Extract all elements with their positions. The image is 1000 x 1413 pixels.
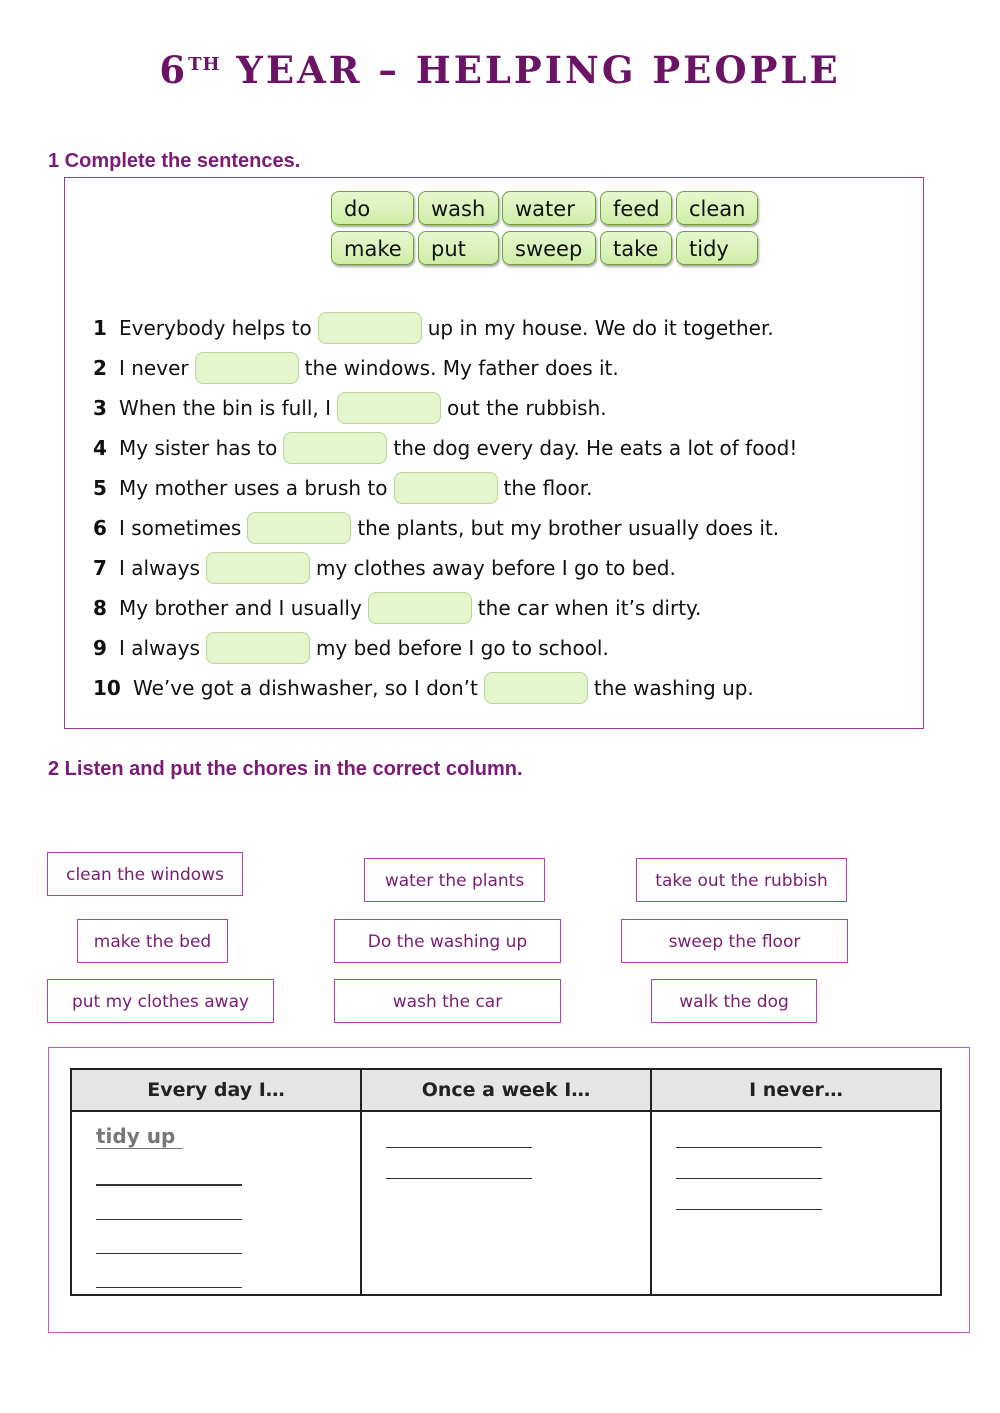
- exercise2-heading: 2 Listen and put the chores in the correct column.: [48, 758, 523, 780]
- chore-card[interactable]: wash the car: [334, 979, 561, 1023]
- column-header-never: I never…: [651, 1069, 941, 1111]
- sentence-number: 4: [93, 436, 107, 460]
- chore-card[interactable]: put my clothes away: [47, 979, 274, 1023]
- word-chip-clean[interactable]: clean: [676, 191, 758, 225]
- exercise1-heading: 1 Complete the sentences.: [48, 150, 301, 172]
- chore-card[interactable]: make the bed: [77, 919, 228, 963]
- answer-line[interactable]: [386, 1178, 532, 1179]
- sentence-before: My sister has to: [119, 436, 278, 460]
- sentence-row: [93, 351, 619, 385]
- page-title: [0, 48, 1000, 92]
- sentence-number: 6: [93, 516, 107, 540]
- sentence-after: the windows. My father does it.: [304, 356, 619, 380]
- word-chip-make[interactable]: make: [331, 231, 414, 265]
- title-text: YEAR – HELPING PEOPLE: [236, 48, 841, 92]
- answer-blank[interactable]: [283, 432, 387, 464]
- answer-blank[interactable]: [484, 672, 588, 704]
- sentence-number: 2: [93, 356, 107, 380]
- title-ordinal: 6: [159, 48, 189, 92]
- sentence-after: my bed before I go to school.: [315, 636, 609, 660]
- sentence-number: 1: [93, 316, 107, 340]
- word-chip-water[interactable]: water: [502, 191, 596, 225]
- answer-blank[interactable]: [394, 472, 498, 504]
- answer-line[interactable]: [96, 1253, 242, 1254]
- chores-table: [70, 1068, 942, 1296]
- example-answer: tidy up: [96, 1124, 183, 1149]
- sentence-before: Everybody helps to: [119, 316, 312, 340]
- sentence-row: [93, 471, 593, 505]
- answer-blank[interactable]: [206, 552, 310, 584]
- answer-line[interactable]: [676, 1147, 822, 1148]
- sentence-row: [93, 551, 676, 585]
- sentence-before: I always: [119, 556, 200, 580]
- word-chip-sweep[interactable]: sweep: [502, 231, 596, 265]
- sentence-before: I never: [119, 356, 189, 380]
- answer-blank[interactable]: [337, 392, 441, 424]
- sentence-before: My brother and I usually: [119, 596, 362, 620]
- word-chip-put[interactable]: put: [418, 231, 499, 265]
- sentence-after: the plants, but my brother usually does it.: [357, 516, 780, 540]
- sentence-row: [93, 671, 754, 705]
- sentence-before: I sometimes: [119, 516, 242, 540]
- answer-blank[interactable]: [247, 512, 351, 544]
- chore-card[interactable]: walk the dog: [651, 979, 817, 1023]
- title-suffix: TH: [188, 54, 221, 75]
- answer-line[interactable]: [676, 1178, 822, 1179]
- chore-card[interactable]: Do the washing up: [334, 919, 561, 963]
- sentence-row: [93, 431, 797, 465]
- word-chip-feed[interactable]: feed: [600, 191, 672, 225]
- answer-line[interactable]: [96, 1287, 242, 1288]
- sentence-before: We’ve got a dishwasher, so I don’t: [133, 676, 478, 700]
- answer-blank[interactable]: [368, 592, 472, 624]
- sentence-before: My mother uses a brush to: [119, 476, 388, 500]
- sentence-number: 3: [93, 396, 107, 420]
- sentence-after: my clothes away before I go to bed.: [315, 556, 676, 580]
- word-chip-take[interactable]: take: [600, 231, 672, 265]
- answer-blank[interactable]: [206, 632, 310, 664]
- word-chip-do[interactable]: do: [331, 191, 414, 225]
- answer-line[interactable]: [96, 1184, 242, 1186]
- chore-card[interactable]: clean the windows: [47, 852, 243, 896]
- chore-card[interactable]: take out the rubbish: [636, 858, 847, 902]
- column-every-day[interactable]: [71, 1111, 361, 1295]
- sentence-number: 9: [93, 636, 107, 660]
- chore-card[interactable]: sweep the floor: [621, 919, 848, 963]
- sentence-before: When the bin is full, I: [119, 396, 332, 420]
- sentence-row: [93, 631, 609, 665]
- sentence-after: out the rubbish.: [447, 396, 607, 420]
- answer-blank[interactable]: [195, 352, 299, 384]
- answer-line[interactable]: [676, 1209, 822, 1210]
- chore-card[interactable]: water the plants: [364, 858, 545, 902]
- word-chip-wash[interactable]: wash: [418, 191, 499, 225]
- sentence-number: 8: [93, 596, 107, 620]
- sentence-row: [93, 391, 607, 425]
- sentence-before: I always: [119, 636, 200, 660]
- sentence-number: 7: [93, 556, 107, 580]
- word-chip-tidy[interactable]: tidy: [676, 231, 758, 265]
- sentence-after: the car when it’s dirty.: [477, 596, 702, 620]
- column-never[interactable]: [651, 1111, 941, 1295]
- sentence-after: up in my house. We do it together.: [427, 316, 774, 340]
- column-header-every-day: Every day I…: [71, 1069, 361, 1111]
- sentence-number: 10: [93, 676, 121, 700]
- sentence-row: [93, 511, 779, 545]
- sentence-after: the dog every day. He eats a lot of food!: [393, 436, 798, 460]
- column-once-a-week[interactable]: [361, 1111, 651, 1295]
- sentence-after: the floor.: [503, 476, 593, 500]
- column-header-once-a-week: Once a week I…: [361, 1069, 651, 1111]
- sentence-number: 5: [93, 476, 107, 500]
- answer-line[interactable]: [386, 1147, 532, 1148]
- sentence-after: the washing up.: [593, 676, 754, 700]
- sentence-row: [93, 591, 701, 625]
- sentence-row: [93, 311, 774, 345]
- answer-blank[interactable]: [318, 312, 422, 344]
- answer-line[interactable]: [96, 1219, 242, 1220]
